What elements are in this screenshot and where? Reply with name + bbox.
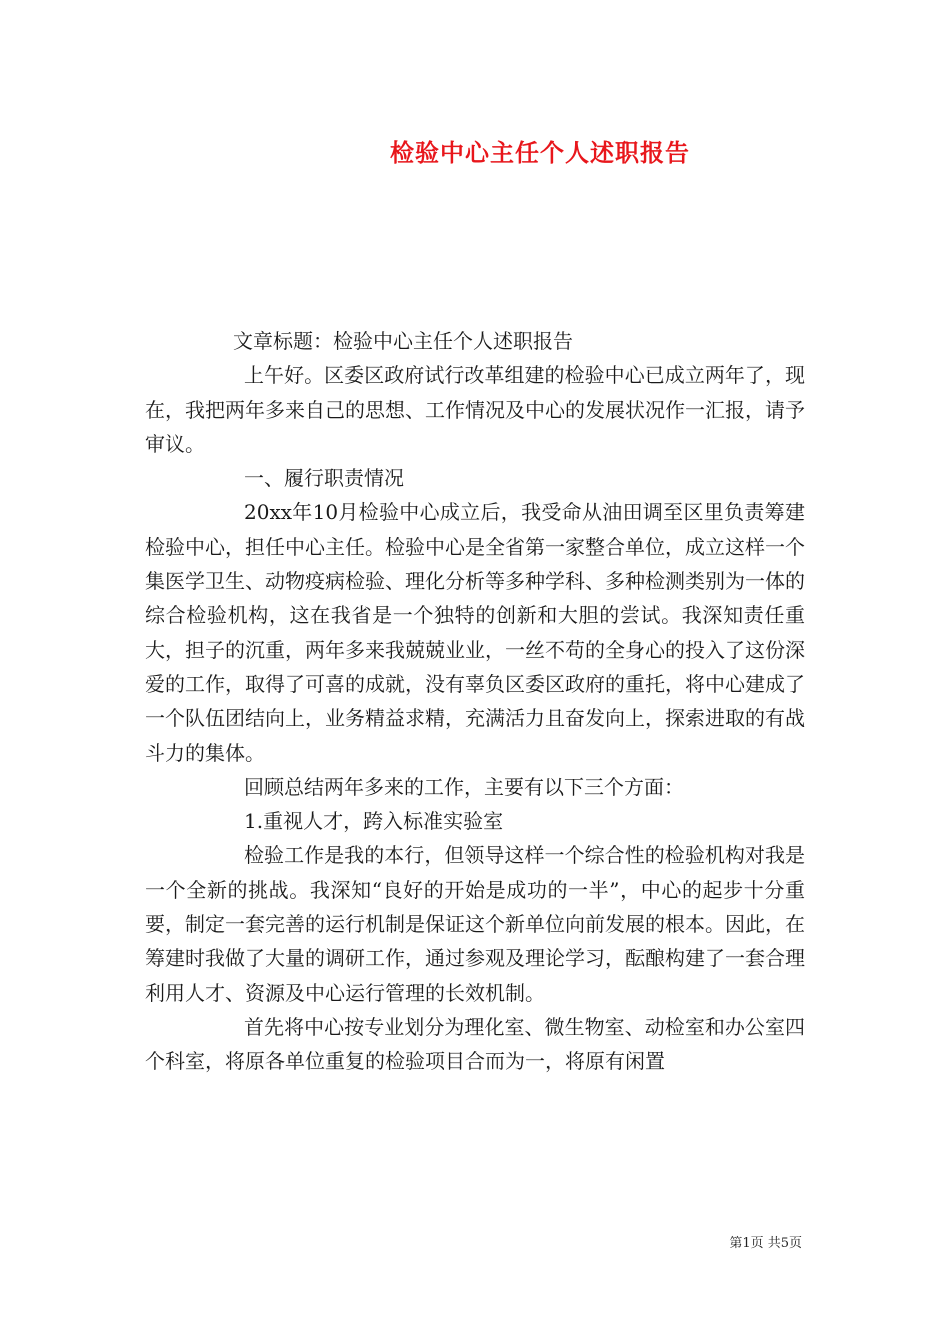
paragraph-departments: 首先将中心按专业划分为理化室、微生物室、动检室和办公室四个科室，将原各单位重复的检验项目合而为一，将原有闲置 [145,1014,805,1074]
document-body [145,324,805,1079]
paragraph-challenge: 检验工作是我的本行，但领导这样一个综合性的检验机构对我是一个全新的挑战。我深知“良好的开始是成功的一半”，中心的起步十分重要，制定一套完善的运行机制是保证这个新单位向前发展的根本。因此，在筹建时我做了大量的调研工作，通过参观及理论学习，酝酿构建了一套合理利用人才、资源及中心运行管理的长效机制。 [145,843,805,1005]
subheading-talent: 1.重视人才，跨入标准实验室 [244,809,504,834]
paragraph-review-intro: 回顾总结两年多来的工作，主要有以下三个方面： [244,774,684,799]
paragraph-greeting: 上午好。区委区政府试行改革组建的检验中心已成立两年了，现在，我把两年多来自己的思想、工作情况及中心的发展状况作一汇报，请予审议。 [145,363,805,456]
page-number: 第1页 共5页 [729,1236,802,1251]
document-title: 检验中心主任个人述职报告 [390,138,690,167]
article-title-line: 文章标题：检验中心主任个人述职报告 [233,329,573,353]
section-heading-duties: 一、履行职责情况 [244,466,404,491]
paragraph-background: 20xx年10月检验中心成立后，我受命从油田调至区里负责筹建检验中心，担任中心主任。检验中心是全省第一家整合单位，成立这样一个集医学卫生、动物疫病检验、理化分析等多种学科、多种检测类别为一体的综合检验机构，这在我省是一个独特的创新和大胆的尝试。我深知责任重大，担子的沉重，两年多来我兢兢业业，一丝不苟的全身心的投入了这份深爱的工作，取得了可喜的成就，没有辜负区委区政府的重托，将中心建成了一个队伍团结向上，业务精益求精，充满活力且奋发向上，探索进取的有战斗力的集体。 [145,500,805,765]
